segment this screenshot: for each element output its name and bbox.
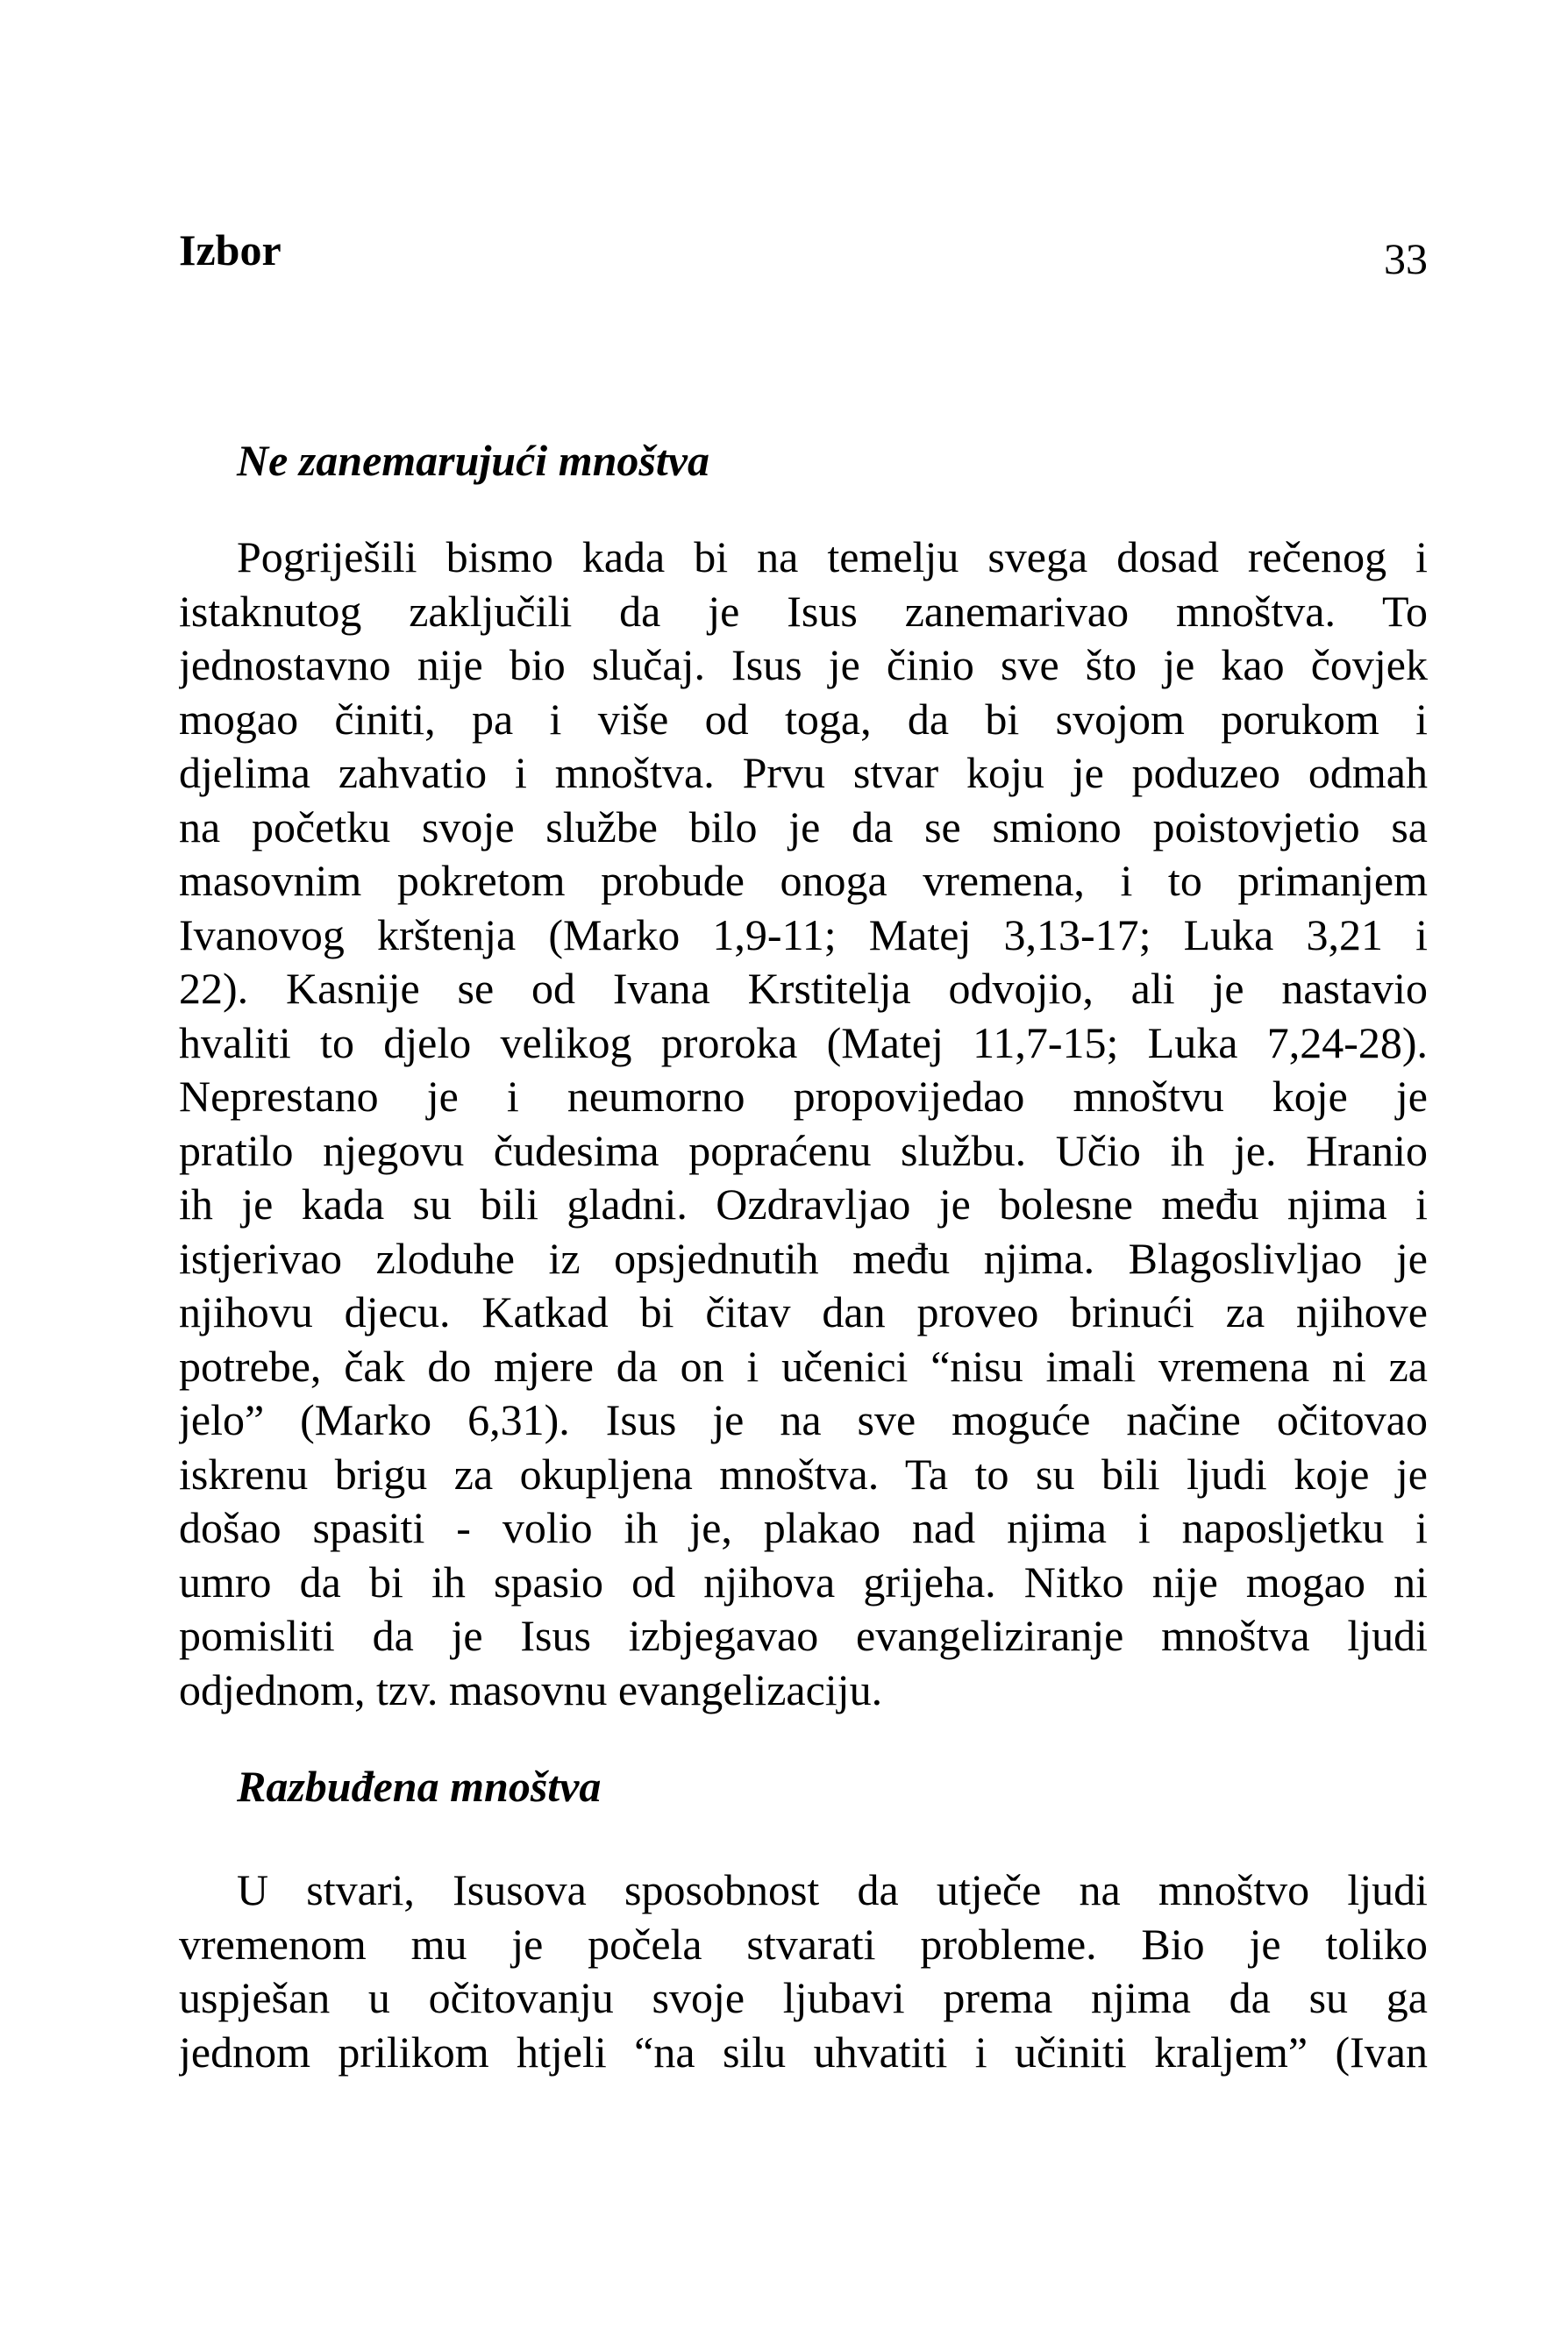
paragraph-line: pratilo njegovu čudesima popraćenu službu. Učio ih je. Hranio [179, 1125, 1428, 1175]
paragraph-section-1 [179, 531, 1428, 1717]
paragraph-line: Ivanovog krštenja (Marko 1,9-11; Matej 3,13-17; Luka 3,21 i [179, 909, 1428, 959]
running-head-title: Izbor [179, 225, 282, 274]
paragraph-line: jelo” (Marko 6,31). Isus je na sve moguće načine očitovao [179, 1395, 1428, 1444]
section-heading-ne-zanemarujuci: Ne zanemarujući mnoštva [237, 436, 709, 485]
paragraph-line: mogao činiti, pa i više od toga, da bi svojom porukom i [179, 694, 1428, 744]
section-heading-razbudena-mnostva: Razbuđena mnoštva [237, 1762, 602, 1811]
paragraph-line: istjerivao zloduhe iz opsjednutih među njima. Blagoslivljao je [179, 1233, 1428, 1283]
paragraph-line: pomisliti da je Isus izbjegavao evangeliziranje mnoštva ljudi [179, 1611, 1428, 1660]
paragraph-line: Pogriješili bismo kada bi na temelju svega dosad rečenog i [237, 532, 1428, 581]
page-number: 33 [1384, 234, 1428, 283]
paragraph-line: hvaliti to djelo velikog proroka (Matej 11,7-15; Luka 7,24-28). [179, 1017, 1428, 1067]
paragraph-line: jednostavno nije bio slučaj. Isus je činio sve što je kao čovjek [179, 640, 1428, 689]
paragraph-line: iskrenu brigu za okupljena mnoštva. Ta to su bili ljudi koje je [179, 1449, 1428, 1499]
paragraph-line: vremenom mu je počela stvarati probleme. Bio je toliko [179, 1919, 1428, 1969]
paragraph-line: jednom prilikom htjeli “na silu uhvatiti i učiniti kraljem” (Ivan [179, 2027, 1428, 2077]
paragraph-line: U stvari, Isusova sposobnost da utječe na mnoštvo ljudi [237, 1865, 1428, 1914]
paragraph-line: umro da bi ih spasio od njihova grijeha. Nitko nije mogao ni [179, 1557, 1428, 1607]
paragraph-line: njihovu djecu. Katkad bi čitav dan proveo brinući za njihove [179, 1287, 1428, 1336]
paragraph-line: došao spasiti - volio ih je, plakao nad njima i naposljetku i [179, 1503, 1428, 1552]
paragraph-line: masovnim pokretom probude onoga vremena, i to primanjem [179, 856, 1428, 905]
paragraph-section-2 [179, 1863, 1428, 2079]
paragraph-line: potrebe, čak do mjere da on i učenici “nisu imali vremena ni za [179, 1341, 1428, 1391]
paragraph-line: istaknutog zaključili da je Isus zanemarivao mnoštva. To [179, 586, 1428, 636]
paragraph-line: uspješan u očitovanju svoje ljubavi prema njima da su ga [179, 1973, 1428, 2022]
paragraph-line: odjednom, tzv. masovnu evangelizaciju. [179, 1664, 883, 1714]
paragraph-line: ih je kada su bili gladni. Ozdravljao je bolesne među njima i [179, 1179, 1428, 1229]
paragraph-line: na početku svoje službe bilo je da se smiono poistovjetio sa [179, 802, 1428, 851]
paragraph-line: 22). Kasnije se od Ivana Krstitelja odvojio, ali je nastavio [179, 964, 1428, 1013]
paragraph-line: Neprestano je i neumorno propovijedao mnoštvu koje je [179, 1072, 1428, 1121]
paragraph-line: djelima zahvatio i mnoštva. Prvu stvar koju je poduzeo odmah [179, 748, 1428, 797]
running-head [179, 219, 1428, 281]
